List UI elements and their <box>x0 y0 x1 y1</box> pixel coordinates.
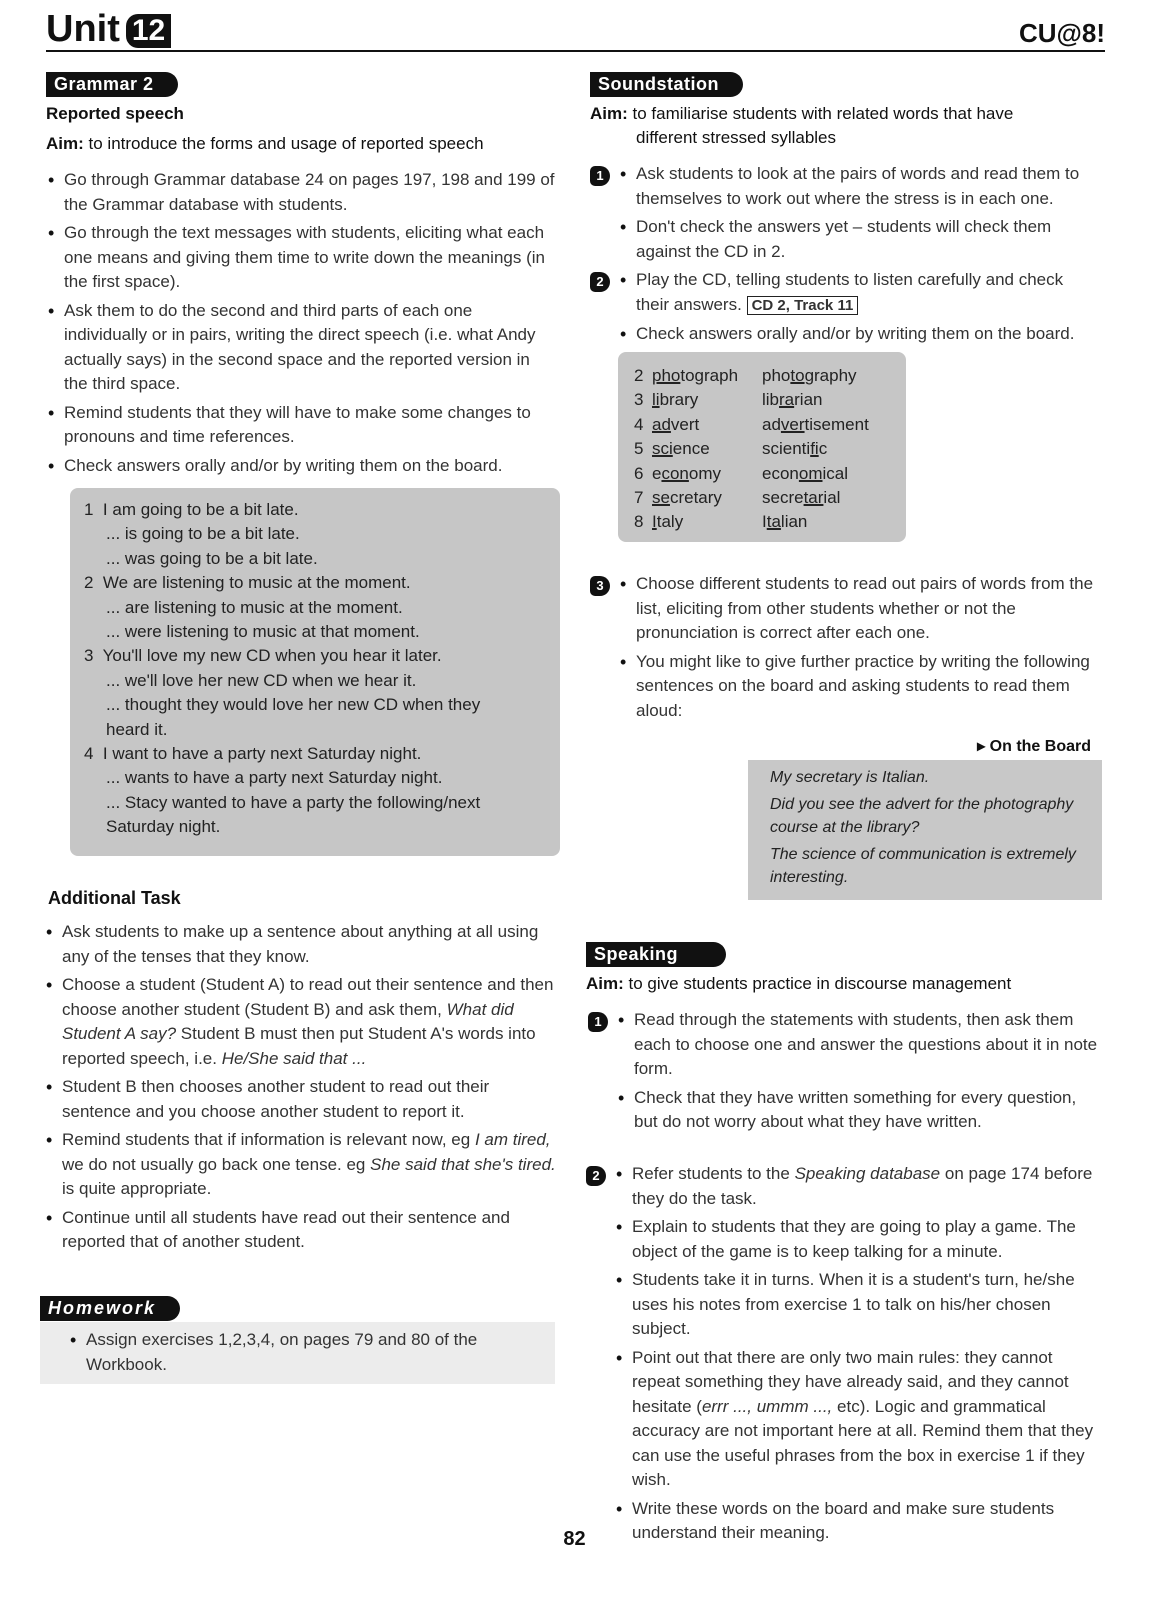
answer-number: 1 <box>84 500 94 519</box>
related-word: secretarial <box>762 487 841 507</box>
soundstation-bullet: • You might like to give further practice by writing the following sentences on the board and asking students to read them aloud: <box>618 650 1100 724</box>
additional-bullet <box>44 1128 556 1202</box>
aim-text: to familiarise students with related words that have <box>632 104 1014 123</box>
base-word: science <box>652 439 710 459</box>
related-word: economical <box>762 463 849 483</box>
word-pairs-box <box>618 352 906 542</box>
exercise-1-badge: 1 <box>590 166 610 186</box>
text-segment: Speaking database <box>794 1164 941 1183</box>
answer-line: heard it. <box>106 719 168 739</box>
answer-line: ... thought they would love her new CD when they <box>106 695 481 715</box>
board-box <box>748 760 1102 900</box>
answer-line: We are listening to music at the moment. <box>102 573 411 593</box>
text-segment: is quite appropriate. <box>62 1179 212 1198</box>
homework-pill: Homework <box>40 1296 180 1321</box>
speaking-bullet: • Read through the statements with students, then ask them each to choose one and answer the questions about it in note form. <box>616 1008 1102 1082</box>
unit-title <box>46 8 171 51</box>
text-segment: Student B must then put Student A's words into reported speech, i.e. <box>62 1024 536 1068</box>
additional-bullet: • Ask students to make up a sentence about anything at all using any of the tenses that they know. <box>44 920 556 969</box>
answer-list <box>84 498 544 840</box>
speaking-bullet: • Students take it in turns. When it is a student's turn, he/she uses his notes from exercise 1 to talk on his/her chosen subject. <box>614 1268 1102 1342</box>
speaking-bullet <box>614 1162 1102 1211</box>
grammar-aim <box>46 132 556 156</box>
soundstation-bullet: • Check answers orally and/or by writing them on the board. <box>618 322 1100 347</box>
text-segment: What did Student A say? <box>62 999 514 1043</box>
speaking-ex2 <box>614 1162 1102 1550</box>
on-the-board-label <box>977 736 1091 756</box>
additional-bullet: • Student B then chooses another student to read out their sentence and you choose another student to report it. <box>44 1075 556 1124</box>
arrow-right-icon: ▸ <box>977 738 986 755</box>
answer-line: ... were listening to music at that moment. <box>106 622 420 642</box>
additional-bullet: • Continue until all students have read out their sentence and reported that of another student. <box>44 1206 556 1255</box>
base-word: secretary <box>652 487 722 507</box>
aim-text: to give students practice in discourse management <box>628 974 1012 993</box>
word-number: 5 <box>634 439 644 459</box>
grammar-section <box>46 72 178 97</box>
speaking-bullet <box>614 1346 1102 1493</box>
answer-line: ... is going to be a bit late. <box>106 524 300 544</box>
answer-line: ... are listening to music at the moment. <box>106 597 403 617</box>
text-segment: etc). Logic and grammatical accuracy are not important here at all. Remind them that they can use the useful phrases from the box in exercise 1 if they wish. <box>632 1396 1094 1489</box>
text-segment: Point out that there are only two main rules: they cannot repeat something they have already said, and they cannot hesitate ( <box>632 1347 1069 1416</box>
related-word: scientific <box>762 439 828 459</box>
word-number: 3 <box>634 390 644 410</box>
answer-line: You'll love my new CD when you hear it later. <box>102 646 442 666</box>
answer-line: I want to have a party next Saturday night. <box>102 744 422 764</box>
text-segment: errr ..., ummm ..., <box>701 1396 833 1416</box>
soundstation-bullet <box>618 268 1100 318</box>
grammar-bullet: • Check answers orally and/or by writing them on the board. <box>46 454 558 479</box>
word-pair-row <box>634 510 869 534</box>
board-sentence: My secretary is Italian. <box>770 769 930 786</box>
text-segment: Refer students to the <box>632 1164 790 1183</box>
soundstation-pill: Soundstation <box>590 72 743 97</box>
unit-number: 12 <box>126 14 171 48</box>
base-word: library <box>652 390 699 410</box>
soundstation-ex2 <box>618 268 1100 351</box>
unit-label: Unit <box>46 8 120 50</box>
word-pair-row <box>634 486 869 510</box>
aim-text: different stressed syllables <box>636 128 837 147</box>
answer-line: I am going to be a bit late. <box>102 500 299 519</box>
word-pairs-list <box>634 364 869 535</box>
base-word: advert <box>652 414 700 434</box>
speaking-bullet: • Write these words on the board and make sure students understand their meaning. <box>614 1497 1102 1546</box>
related-word: librarian <box>762 390 823 410</box>
word-number: 4 <box>634 414 644 434</box>
text-segment: He/She said that ... <box>221 1048 367 1068</box>
grammar-bullet: • Go through Grammar database 24 on pages 197, 198 and 199 of the Grammar database with students. <box>46 168 558 217</box>
base-word: photograph <box>652 366 739 385</box>
word-pair-row <box>634 388 869 412</box>
page-number: 82 <box>563 1528 586 1550</box>
word-pair-row <box>634 462 869 486</box>
speaking-ex1 <box>616 1008 1102 1139</box>
soundstation-bullet: • Don't check the answers yet – students will check them against the CD in 2. <box>618 215 1100 264</box>
base-word: Italy <box>652 512 684 532</box>
header-rule <box>46 50 1105 52</box>
text-segment: Play the CD, telling students to listen carefully and check their answers. <box>636 270 1064 314</box>
word-number: 8 <box>634 512 644 532</box>
answer-line: ... was going to be a bit late. <box>106 548 318 568</box>
speaking-bullet: • Explain to students that they are going to play a game. The object of the game is to keep talking for a minute. <box>614 1215 1102 1264</box>
answer-line: ... wants to have a party next Saturday night. <box>106 768 443 788</box>
board-sentence: The science of communication is extremely interesting. <box>770 846 1076 886</box>
answer-item <box>84 742 544 766</box>
soundstation-bullet: • Ask students to look at the pairs of words and read them to themselves to work out where the stress is in each one. <box>618 162 1100 211</box>
soundstation-aim <box>590 102 1110 150</box>
word-pair-row <box>634 413 869 437</box>
additional-task-title: Additional Task <box>48 888 181 908</box>
text-segment: She said that she's tired. <box>370 1154 556 1174</box>
exercise-2-badge: 2 <box>590 272 610 292</box>
related-word: advertisement <box>762 414 869 434</box>
homework-box <box>40 1322 555 1384</box>
answer-line: ... we'll love her new CD when we hear it. <box>106 670 417 690</box>
answer-number: 3 <box>84 646 94 666</box>
base-word: economy <box>652 463 722 483</box>
speaking-exercise-2-badge: 2 <box>586 1166 606 1186</box>
course-brand: CU@8! <box>1018 18 1105 48</box>
additional-task-bullets <box>44 920 556 1259</box>
additional-bullet <box>44 973 556 1071</box>
grammar-bullet: • Remind students that they will have to make some changes to pronouns and time references. <box>46 401 558 450</box>
board-label-text: On the Board <box>989 738 1091 755</box>
soundstation-bullet: • Choose different students to read out pairs of words from the list, eliciting from other students whether or not the pronunciation is correct after each one. <box>618 572 1100 646</box>
answer-line: Saturday night. <box>106 817 221 837</box>
text-segment: Remind students that if information is relevant now, eg <box>62 1130 471 1149</box>
text-segment: on page 174 before they do the task. <box>632 1164 1093 1208</box>
answer-item <box>84 571 544 595</box>
answer-number: 4 <box>84 744 94 764</box>
answer-line: ... Stacy wanted to have a party the following/next <box>106 792 481 812</box>
related-word: photography <box>762 366 857 385</box>
homework-section <box>40 1296 180 1321</box>
aim-label: Aim: <box>586 974 624 993</box>
grammar-pill: Grammar 2 <box>46 72 178 97</box>
aim-label: Aim: <box>46 134 84 153</box>
answer-box <box>70 488 560 856</box>
word-pair-row <box>634 364 869 388</box>
text-segment: I am tired, <box>474 1130 551 1149</box>
speaking-bullet: • Check that they have written something for every question, but do not worry about what they have written. <box>616 1086 1102 1135</box>
speaking-section <box>586 942 726 967</box>
grammar-bullets <box>46 168 558 482</box>
answer-number: 2 <box>84 573 94 593</box>
answer-item <box>84 644 544 668</box>
exercise-3-badge: 3 <box>590 576 610 596</box>
word-number: 7 <box>634 487 644 507</box>
aim-text: to introduce the forms and usage of reported speech <box>88 134 484 153</box>
word-number: 2 <box>634 366 644 385</box>
board-sentence: Did you see the advert for the photography course at the library? <box>770 796 1074 836</box>
related-word: Italian <box>762 512 808 532</box>
homework-bullet: • Assign exercises 1,2,3,4, on pages 79 and 80 of the Workbook. <box>68 1328 508 1377</box>
speaking-aim <box>586 972 1106 996</box>
grammar-bullet: • Ask them to do the second and third parts of each one individually or in pairs, writing the direct speech (i.e. what Andy actually says) in the second space and the reported version in the third space. <box>46 299 558 397</box>
grammar-bullet: • Go through the text messages with students, eliciting what each one means and giving them time to write down the meanings (in the first space). <box>46 221 558 295</box>
soundstation-ex3 <box>618 572 1100 727</box>
text-segment: Choose a student (Student A) to read out their sentence and then choose another student (Student B) and ask them, <box>62 975 554 1019</box>
soundstation-section <box>590 72 743 97</box>
grammar-subtitle: Reported speech <box>46 104 184 123</box>
word-number: 6 <box>634 463 644 483</box>
answer-item <box>84 498 544 522</box>
aim-label: Aim: <box>590 104 628 123</box>
speaking-pill: Speaking <box>586 942 726 967</box>
speaking-exercise-1-badge: 1 <box>588 1012 608 1032</box>
cd-track-label: CD 2, Track 11 <box>747 296 859 315</box>
word-pair-row <box>634 437 869 461</box>
soundstation-ex1 <box>618 162 1100 268</box>
text-segment: we do not usually go back one tense. eg <box>62 1154 366 1174</box>
